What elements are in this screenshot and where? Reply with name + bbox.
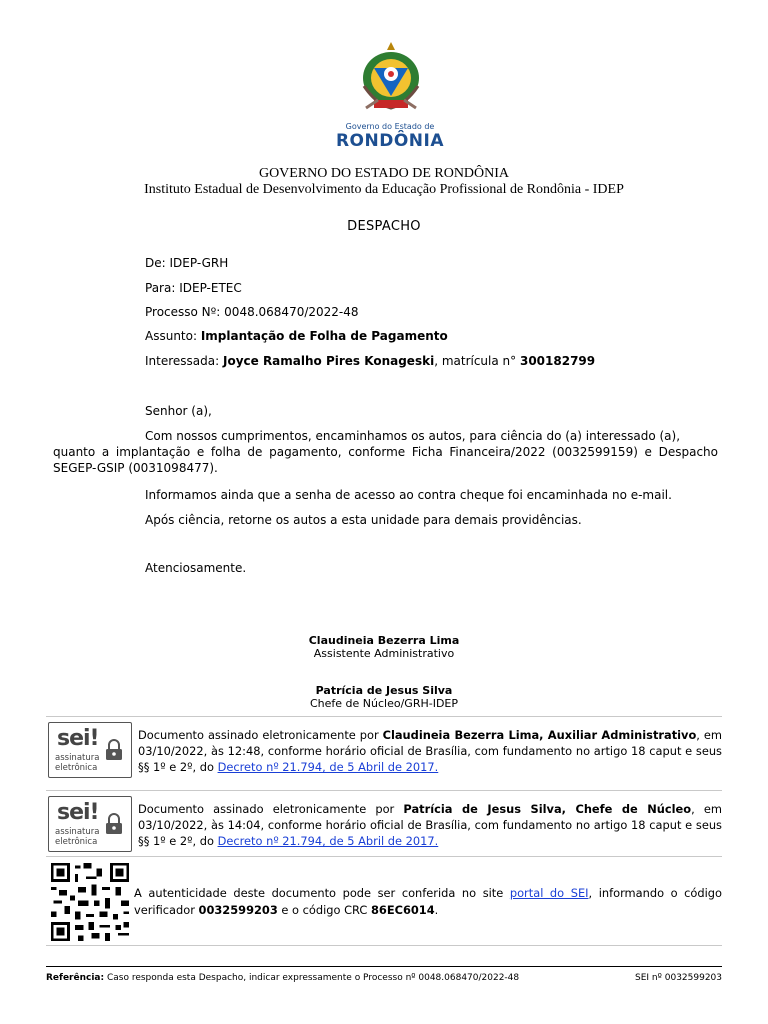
- to-value: IDEP-ETEC: [179, 281, 242, 295]
- reference-label: Referência:: [46, 973, 105, 983]
- from-line: [145, 256, 228, 270]
- seal-line-1: assinatura: [55, 753, 100, 763]
- qr-code-icon: [48, 863, 132, 941]
- footer: [46, 966, 722, 991]
- electronic-signature-1: [46, 716, 722, 783]
- logo-line-2: RONDÔNIA: [335, 131, 445, 151]
- signatory-role: Chefe de Núcleo/GRH-IDEP: [309, 697, 459, 710]
- to-line: [145, 281, 242, 295]
- signatory-role: Assistente Administrativo: [313, 647, 455, 660]
- verification-text: A autenticidade deste documento pode ser conferida no site portal do SEI, informando o código verificador 0032599203 e o código CRC 86EC6014.: [134, 886, 722, 917]
- seal-brand: sei!: [57, 726, 99, 751]
- subject-value: Implantação de Folha de Pagamento: [200, 329, 448, 343]
- seal-line-2: eletrônica: [55, 837, 98, 847]
- interested-label: Interessada:: [145, 354, 223, 368]
- signature-text: Documento assinado eletronicamente por Patrícia de Jesus Silva, Chefe de Núcleo, em 03/10/2022, às 14:04, conforme horário oficial de Brasília, com fundamento no artigo 18 caput e seus §§ 1º e 2º, do Decreto nº 21.794, de 5 Abril de 2017.: [138, 802, 722, 848]
- logo-caption: [320, 122, 460, 151]
- interested-mid: , matrícula n°: [434, 354, 520, 368]
- seal-line-1: assinatura: [55, 827, 100, 837]
- paragraph-2: Informamos ainda que a senha de acesso ao contra cheque foi encaminhada no e-mail.: [145, 488, 672, 502]
- crc-code: 86EC6014: [370, 903, 435, 917]
- interested-number: 300182799: [519, 354, 596, 368]
- signatory-name: Claudineia Bezerra Lima: [308, 634, 460, 647]
- process-line: [145, 305, 359, 319]
- seal-brand: sei!: [57, 800, 99, 825]
- from-value: IDEP-GRH: [169, 256, 229, 270]
- logo-line-1: Governo do Estado de: [345, 122, 435, 131]
- government-title: GOVERNO DO ESTADO DE RONDÔNIA: [258, 166, 510, 181]
- reference-text: Caso responda esta Despacho, indicar expressamente o Processo nº 0048.068470/2022-48: [104, 973, 520, 983]
- interested-line: [145, 354, 595, 368]
- footer-reference: [46, 973, 519, 983]
- interested-name: Joyce Ramalho Pires Konageski: [222, 354, 435, 368]
- document-type: DESPACHO: [347, 219, 421, 234]
- lock-icon: [105, 739, 123, 761]
- process-label: Processo Nº:: [145, 305, 225, 319]
- verification-box: [46, 856, 722, 946]
- signature-text: Documento assinado eletronicamente por Claudineia Bezerra Lima, Auxiliar Administrativo, em 03/10/2022, às 12:48, conforme horário oficial de Brasília, com fundamento no artigo 18 caput e seus §§ 1º e 2º, do Decreto nº 21.794, de 5 Abril de 2017.: [138, 728, 722, 774]
- sei-seal-icon: [48, 722, 132, 778]
- decree-link[interactable]: Decreto nº 21.794, de 5 Abril de 2017.: [217, 760, 439, 774]
- verifier-code: 0032599203: [198, 903, 278, 917]
- closing: Atenciosamente.: [145, 561, 247, 575]
- footer-sei-number: SEI nº 0032599203: [635, 973, 722, 983]
- paragraph-3: Após ciência, retorne os autos a esta unidade para demais providências.: [145, 513, 582, 527]
- subject-label: Assunto:: [145, 329, 201, 343]
- subject-line: [145, 329, 448, 343]
- to-label: Para:: [145, 281, 180, 295]
- signatory-1: [0, 634, 768, 660]
- salutation: Senhor (a),: [145, 404, 212, 418]
- lock-icon: [105, 813, 123, 835]
- paragraph-1-line-1: Com nossos cumprimentos, encaminhamos os autos, para ciência do (a) interessado (a),: [145, 429, 681, 443]
- sei-seal-icon: [48, 796, 132, 852]
- signatory-name: Patrícia de Jesus Silva: [315, 684, 453, 697]
- coat-of-arms-logo: [356, 38, 426, 116]
- electronic-signature-2: [46, 790, 722, 857]
- sei-portal-link[interactable]: portal do SEI: [509, 886, 589, 900]
- institute-title: Instituto Estadual de Desenvolvimento da Educação Profissional de Rondônia - IDEP: [144, 182, 624, 197]
- paragraph-1-rest: quanto a implantação e folha de pagamento, conforme Ficha Financeira/2022 (0032599159) e Despacho SEGEP-GSIP (0031098477).: [53, 445, 718, 475]
- seal-line-2: eletrônica: [55, 763, 98, 773]
- from-label: De:: [145, 256, 170, 270]
- process-value: 0048.068470/2022-48: [224, 305, 359, 319]
- signatory-2: [0, 684, 768, 710]
- decree-link[interactable]: Decreto nº 21.794, de 5 Abril de 2017.: [217, 834, 439, 848]
